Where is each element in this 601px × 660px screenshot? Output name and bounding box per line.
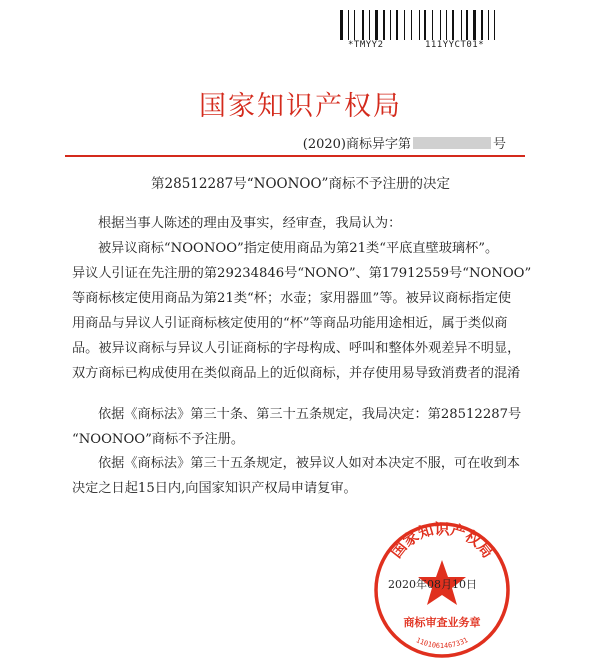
- barcode-bar: [380, 10, 381, 40]
- barcode-bar: [348, 10, 350, 40]
- barcode-bar: [345, 10, 346, 40]
- barcode-bar: [490, 10, 492, 40]
- text-line: 等商标核定使用商品为第21类“杯；水壶；家用器皿”等。被异议商标指定使: [72, 291, 512, 306]
- red-divider: [65, 155, 525, 157]
- barcode-bar: [375, 10, 378, 40]
- barcode-bar: [357, 10, 360, 40]
- barcode-bar: [390, 10, 391, 40]
- barcode-bar: [488, 10, 489, 40]
- barcode-bar: [497, 10, 500, 40]
- barcode-bar: [432, 10, 433, 40]
- barcode-bar: [366, 10, 367, 40]
- barcode-bar: [419, 10, 420, 40]
- barcode-bar: [449, 10, 450, 40]
- seal-arc-text: [387, 520, 497, 561]
- barcode-bar: [424, 10, 426, 40]
- barcode-bar: [473, 10, 476, 40]
- barcode-bar: [428, 10, 430, 40]
- seal-serial: [415, 636, 470, 650]
- barcode-bar: [421, 10, 422, 40]
- barcode-bar: [440, 10, 441, 40]
- barcode-bar: [351, 10, 352, 40]
- barcode-bar: [456, 10, 459, 40]
- barcode-bar: [383, 10, 385, 40]
- barcode-bar: [494, 10, 495, 40]
- decision-date: 2020年08月10日: [388, 578, 477, 591]
- text-line: 依据《商标法》第三十条、第三十五条规定，我局决定：第28512287号: [98, 407, 522, 422]
- barcode-bar: [466, 10, 468, 40]
- document-number-prefix: (2020)商标异字第: [302, 137, 411, 152]
- barcode-text: *TMYY2 111YYCT01*: [348, 40, 485, 50]
- barcode-bar: [372, 10, 374, 40]
- barcode-bar: [407, 10, 409, 40]
- barcode-bar: [411, 10, 412, 40]
- redaction-block: [413, 137, 491, 149]
- barcode: [340, 10, 500, 40]
- document-number-suffix: 号: [492, 137, 506, 152]
- text-line: 决定之日起15日内,向国家知识产权局申请复审。: [72, 481, 357, 496]
- barcode-bar: [464, 10, 465, 40]
- barcode-bar: [369, 10, 370, 40]
- text-line: 用商品与异议人引证商标核定使用的“杯”等商品功能用途相近，属于类似商: [72, 316, 508, 331]
- barcode-bar: [354, 10, 355, 40]
- barcode-bar: [435, 10, 438, 40]
- document-number: [303, 133, 506, 152]
- barcode-bar: [400, 10, 402, 40]
- barcode-bar: [340, 10, 343, 40]
- barcode-bar: [461, 10, 462, 40]
- barcode-bar: [387, 10, 388, 40]
- barcode-bar: [481, 10, 483, 40]
- barcode-bar: [443, 10, 445, 40]
- text-line: 被异议商标“NOONOO”指定使用商品为第21类“平底直壁玻璃杯”。: [98, 241, 499, 256]
- seal-serial-textpath: 1101061467331: [414, 636, 470, 650]
- barcode-bar: [404, 10, 405, 40]
- text-line: 双方商标已构成使用在类似商品上的近似商标，并存使用易导致消费者的混淆: [72, 366, 521, 381]
- paragraph-2: [72, 236, 542, 386]
- barcode-bar: [485, 10, 486, 40]
- seal-arc-textpath: 国家知识产权局: [387, 520, 497, 562]
- barcode-bar: [470, 10, 471, 40]
- barcode-bar: [452, 10, 454, 40]
- barcode-bar: [446, 10, 447, 40]
- text-line: “NOONOO”商标不予注册。: [72, 432, 245, 447]
- seal-bottom-text: 商标审查业务章: [403, 616, 481, 629]
- barcode-bar: [414, 10, 417, 40]
- text-line: 依据《商标法》第三十五条规定，被异议人如对本决定不服，可在收到本: [98, 456, 520, 471]
- barcode-bar: [478, 10, 479, 40]
- barcode-bar: [362, 10, 364, 40]
- barcode-bar: [393, 10, 394, 40]
- barcode-bar: [396, 10, 399, 40]
- paragraph-4: [72, 451, 542, 501]
- decision-title: 第28512287号“NOONOO”商标不予注册的决定: [151, 176, 450, 192]
- text-line: 根据当事人陈述的理由及事实，经审查，我局认为：: [98, 216, 402, 231]
- paragraph-1: [72, 211, 542, 236]
- agency-name: 国家知识产权局: [199, 91, 402, 122]
- paragraph-3: [72, 402, 542, 452]
- text-line: 异议人引证在先注册的第29234846号“NONO”、第17912559号“NONOO”: [72, 266, 532, 281]
- text-line: 品。被异议商标与异议人引证商标的字母构成、呼叫和整体外观差异不明显，: [72, 341, 521, 356]
